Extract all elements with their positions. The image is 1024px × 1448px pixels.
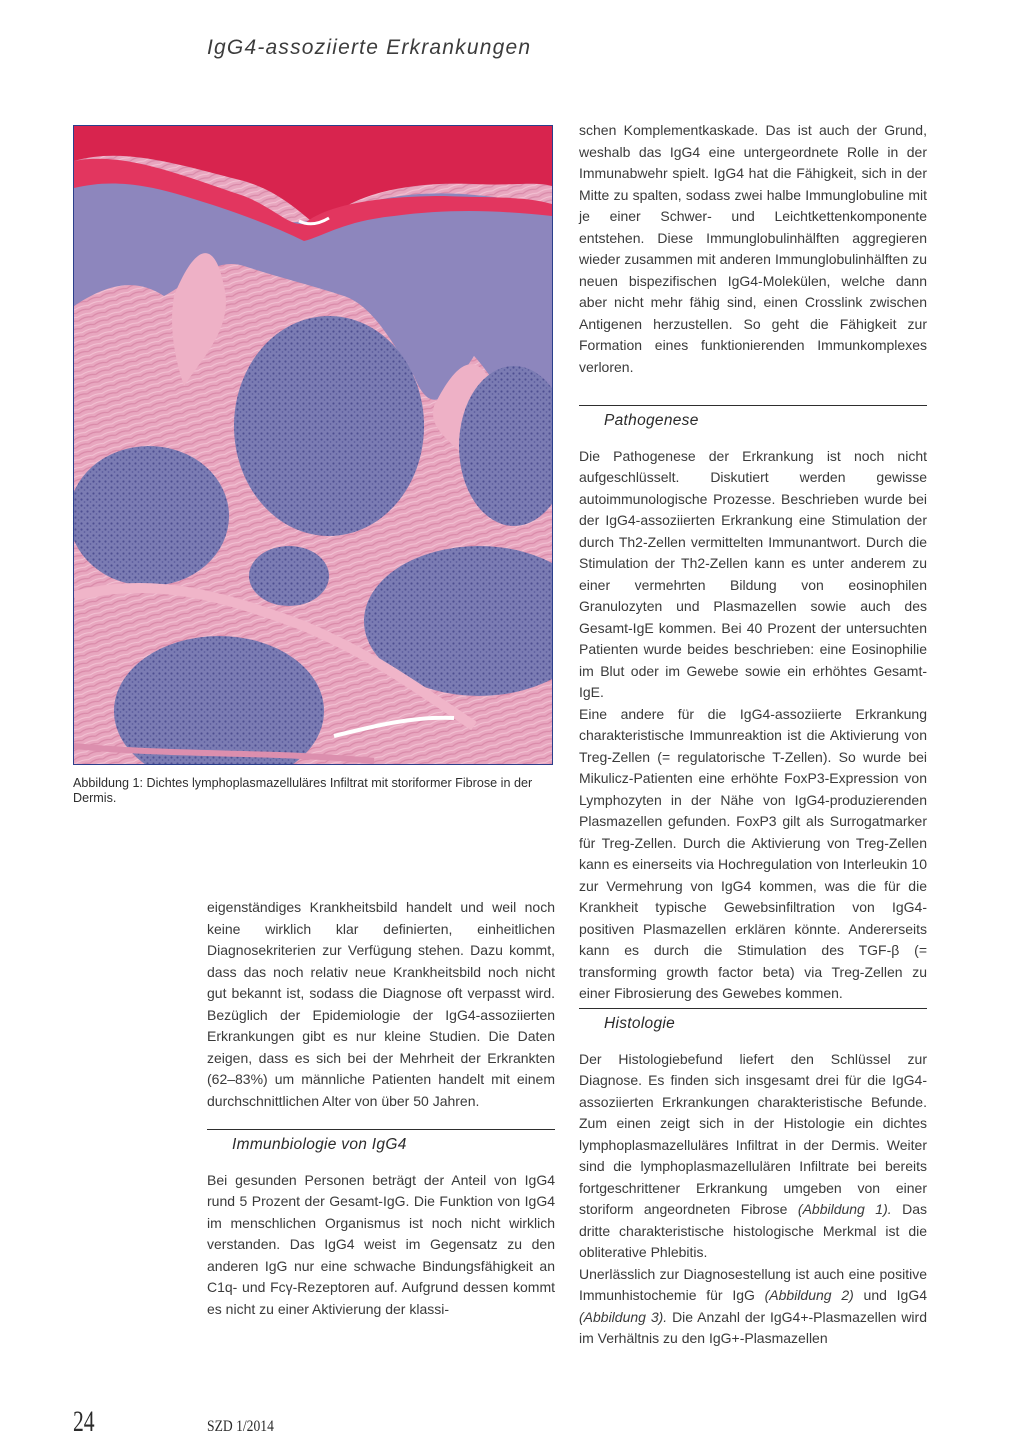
section-heading-pathogenese: Pathogenese: [604, 412, 699, 429]
paragraph: Die Pathogenese der Erkrankung ist noch nicht aufgeschlüsselt. Diskutiert werden gewisse autoimmunologische Prozesse. Beschrieben wurde bei der IgG4-assoziierten Erkrankung eine Stimulation der durch Th2-Zellen vermittelten Immunantwort. Durch die Stimulation der Th2-Zellen kann es unter anderem zu einer vermehrten Bildung von eosinophilen Granulozyten und Plasmazellen sowie auch des Gesamt-IgE kommen. Bei 40 Prozent der untersuchten Patienten wurde beides beschrieben: eine Eosinophilie im Blut oder im Gewebe sowie ein erhöhtes Gesamt-IgE.: [579, 447, 927, 700]
paragraph: Bei gesunden Personen beträgt der Anteil von IgG4 rund 5 Prozent der Gesamt-IgG. Die Funktion von IgG4 im menschlichen Organismus ist noch nicht wirklich verstanden. Das IgG4 weist im Gegensatz zu den anderen IgG nur eine schwache Bindungsfähigkeit an C1q- und Fcγ-Rezeptoren auf. Aufgrund dessen kommt es nicht zu einer Aktivierung der klassi-: [207, 1171, 555, 1317]
journal-issue: SZD 1/2014: [207, 1418, 274, 1435]
section-histologie: [579, 1008, 927, 1350]
paragraph: eigenständiges Krankheitsbild handelt und weil noch keine wirklich klar definierten, einheitlichen Diagnosekriterien zur Verfügung stehen. Dazu kommt, dass das noch relativ neue Krankheitsbild noch nicht gut bekannt ist, sodass die Diagnose oft verpasst wird. Bezüglich der Epidemiologie der IgG4-assoziierten Erkrankungen gibt es nur kleine Studien. Die Daten zeigen, dass es sich bei der Mehrheit der Erkrankten (62–83%) um männliche Patienten handelt mit einem durchschnittlichen Alter von über 50 Jahren.: [207, 899, 555, 1109]
left-column: [207, 897, 555, 1320]
text-run: Der Histologiebefund liefert den Schlüssel zur Diagnose. Es finden sich insgesamt drei für die IgG4-assoziierten Erkrankungen charakteristische Befunde. Zum einen zeigt sich in der Histologie ein dichtes lymphoplasmazelluläres Infiltrat in der Dermis. Weiter sind die lymphoplasmazellulären Infiltrate bei bereits fortgeschrittener Erkrankung umgeben von einer storiform angeordneten Fibrose: [579, 1050, 927, 1217]
figure-reference[interactable]: (Abbildung 2): [764, 1287, 854, 1303]
figure-caption: Abbildung 1: Dichtes lymphoplasmazelluläres Infiltrat mit storiformer Fibrose in der Dermis.: [73, 776, 533, 805]
section-rule: [579, 1008, 927, 1009]
section-rule: [207, 1129, 555, 1130]
right-column-intro: [579, 120, 927, 378]
running-title: IgG4-assoziierte Erkrankungen: [207, 36, 532, 59]
page-number: 24: [73, 1405, 95, 1438]
histology-image: [74, 126, 552, 764]
section-heading-histologie: Histologie: [604, 1015, 676, 1032]
paragraph: [579, 1264, 927, 1350]
paragraph: Eine andere für die IgG4-assoziierte Erkrankung charakteristische Immunreaktion ist die Aktivierung von Treg-Zellen (= regulatorische T-Zellen). So wurde bei Mikulicz-Patienten eine erhöhte FoxP3-Expression von Lymphozyten in der Nähe von IgG4-produzierenden Plasmazellen gefunden. FoxP3 gilt als Surrogatmarker für Treg-Zellen. Durch die Aktivierung von Treg-Zellen kann es einerseits via Hochregulation von Interleukin 10 zur Vermehrung von IgG4 kommen, was die für die Krankheit typische Gewebsinfiltration von IgG4-positiven Plasmazellen erklären könnte. Andererseits kann es durch die Stimulation des TGF-β (= transforming growth factor beta) via Treg-Zellen zu einer Fibrosierung des Gewebes kommen.: [579, 705, 927, 1001]
paragraph: schen Komplementkaskade. Das ist auch der Grund, weshalb das IgG4 eine untergeordnete Rolle in der Immunabwehr spielt. IgG4 hat die Fähigkeit, sich in der Mitte zu spalten, sodass zwei halbe Immunglobuline mit je einer Schwer- und Leichtkettenkomponente entstehen. Diese Immunglobulinhälften aggregieren wieder zusammen mit anderen Immunglobulinhälften zu neuen bispezifischen IgG4-Molekülen, welche dann aber nicht mehr fähig sind, einen Crosslink zwischen Antigenen herzustellen. So geht die Fähigkeit zur Formation eines funktionierenden Immunkomplexes verloren.: [579, 122, 927, 375]
paragraph: [579, 1049, 927, 1264]
figure-reference[interactable]: (Abbildung 3).: [579, 1308, 668, 1325]
histology-figure: [73, 125, 553, 765]
text-run: Unerlässlich zur Diagnosestellung ist auch eine positive Immunhistochemie für IgG: [579, 1265, 927, 1303]
section-pathogenese: [579, 405, 927, 1005]
text-run: Die Anzahl der IgG4+-Plasmazellen wird im Verhältnis zu den IgG+-Plasmazellen: [579, 1308, 927, 1346]
section-heading-immunbiologie: Immunbiologie von IgG4: [232, 1136, 407, 1153]
text-run: und IgG4: [863, 1287, 927, 1303]
text-run: Das dritte charakteristische histologische Merkmal ist die obliterative Phlebitis.: [579, 1201, 927, 1260]
figure-reference[interactable]: (Abbildung 1).: [797, 1201, 892, 1217]
section-rule: [579, 405, 927, 406]
